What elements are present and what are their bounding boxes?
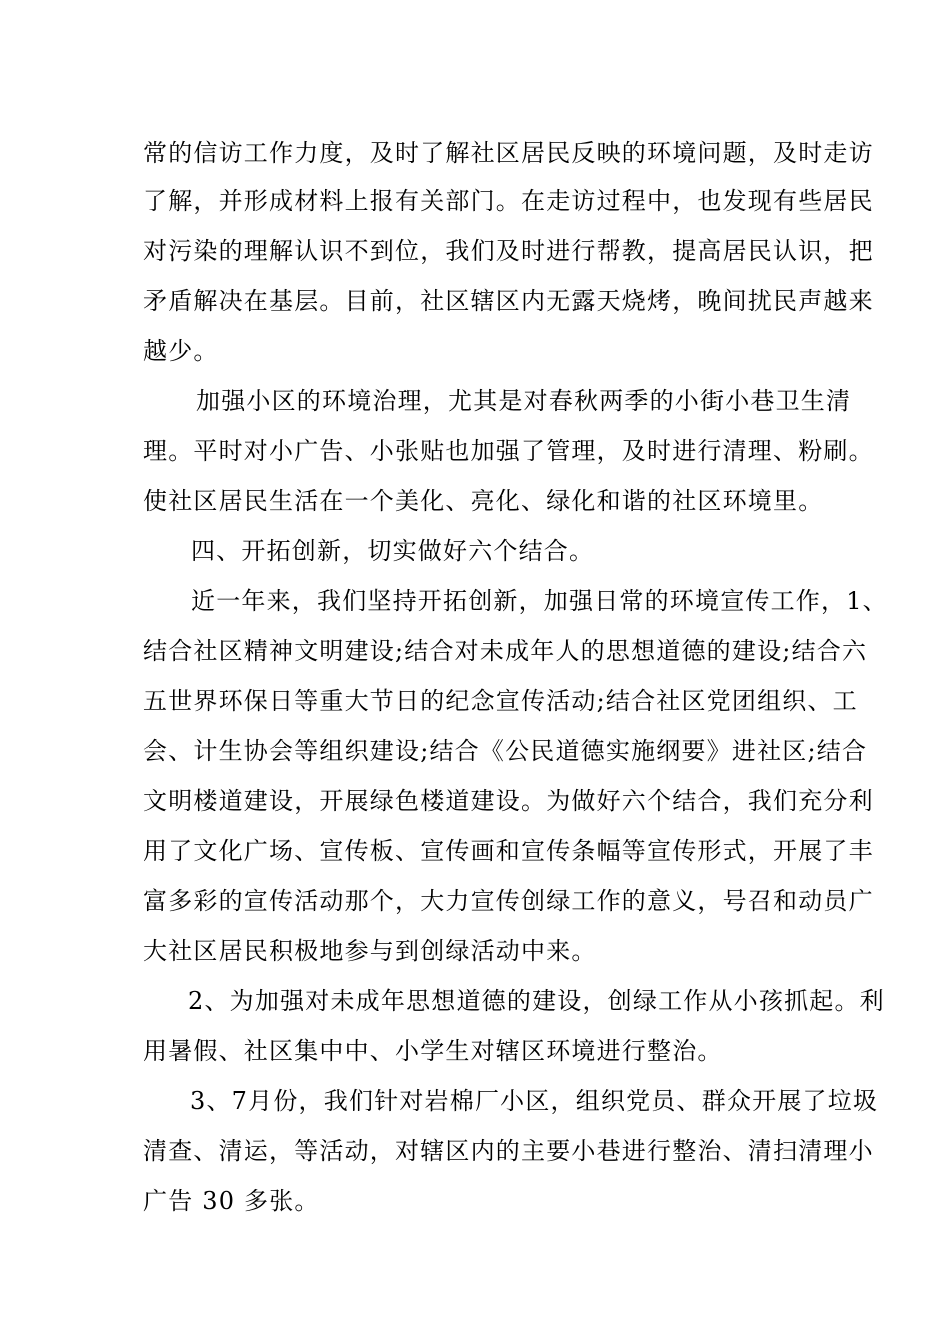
paragraph-start-line: 2、为加强对未成年思想道德的建设，创绿工作从小孩抓起。利 — [188, 987, 885, 1015]
text-line: 用暑假、社区集中中、小学生对辖区环境进行整治。 — [143, 1037, 723, 1065]
paragraph-start-line: 3、7月份，我们针对岩棉厂小区，组织党员、群众开展了垃圾 — [190, 1087, 879, 1115]
text-line: 文明楼道建设，开展绿色楼道建设。为做好六个结合，我们充分利 — [143, 787, 874, 815]
text-line: 清查、清运，等活动，对辖区内的主要小巷进行整治、清扫清理小 — [143, 1137, 874, 1165]
paragraph-start-line: 近一年来，我们坚持开拓创新，加强日常的环境宣传工作，1、 — [191, 587, 888, 615]
paragraph-start-line: 加强小区的环境治理，尤其是对春秋两季的小街小巷卫生清 — [196, 387, 852, 415]
text-line: 会、计生协会等组织建设;结合《公民道德实施纲要》进社区;结合 — [143, 737, 868, 765]
text-line: 结合社区精神文明建设;结合对未成年人的思想道德的建设;结合六 — [143, 637, 868, 665]
text-line: 用了文化广场、宣传板、宣传画和宣传条幅等宣传形式，开展了丰 — [143, 837, 874, 865]
text-line: 理。平时对小广告、小张贴也加强了管理，及时进行清理、粉刷。 — [143, 437, 874, 465]
text-line: 越少。 — [143, 337, 219, 365]
text-line: 常的信访工作力度，及时了解社区居民反映的环境问题，及时走访 — [143, 139, 874, 167]
text-line: 使社区居民生活在一个美化、亮化、绿化和谐的社区环境里。 — [143, 487, 824, 515]
section-heading: 四、开拓创新，切实做好六个结合。 — [191, 537, 595, 565]
text-line: 大社区居民积极地参与到创绿活动中来。 — [143, 937, 597, 965]
text-line: 矛盾解决在基层。目前，社区辖区内无露天烧烤，晚间扰民声越来 — [143, 287, 874, 315]
text-line: 五世界环保日等重大节日的纪念宣传活动;结合社区党团组织、工 — [143, 687, 858, 715]
text-line: 了解，并形成材料上报有关部门。在走访过程中，也发现有些居民 — [143, 187, 874, 215]
text-line: 富多彩的宣传活动那个，大力宣传创绿工作的意义，号召和动员广 — [143, 887, 874, 915]
text-line: 广告 30 多张。 — [143, 1187, 320, 1215]
text-line: 对污染的理解认识不到位，我们及时进行帮教，提高居民认识，把 — [143, 237, 874, 265]
